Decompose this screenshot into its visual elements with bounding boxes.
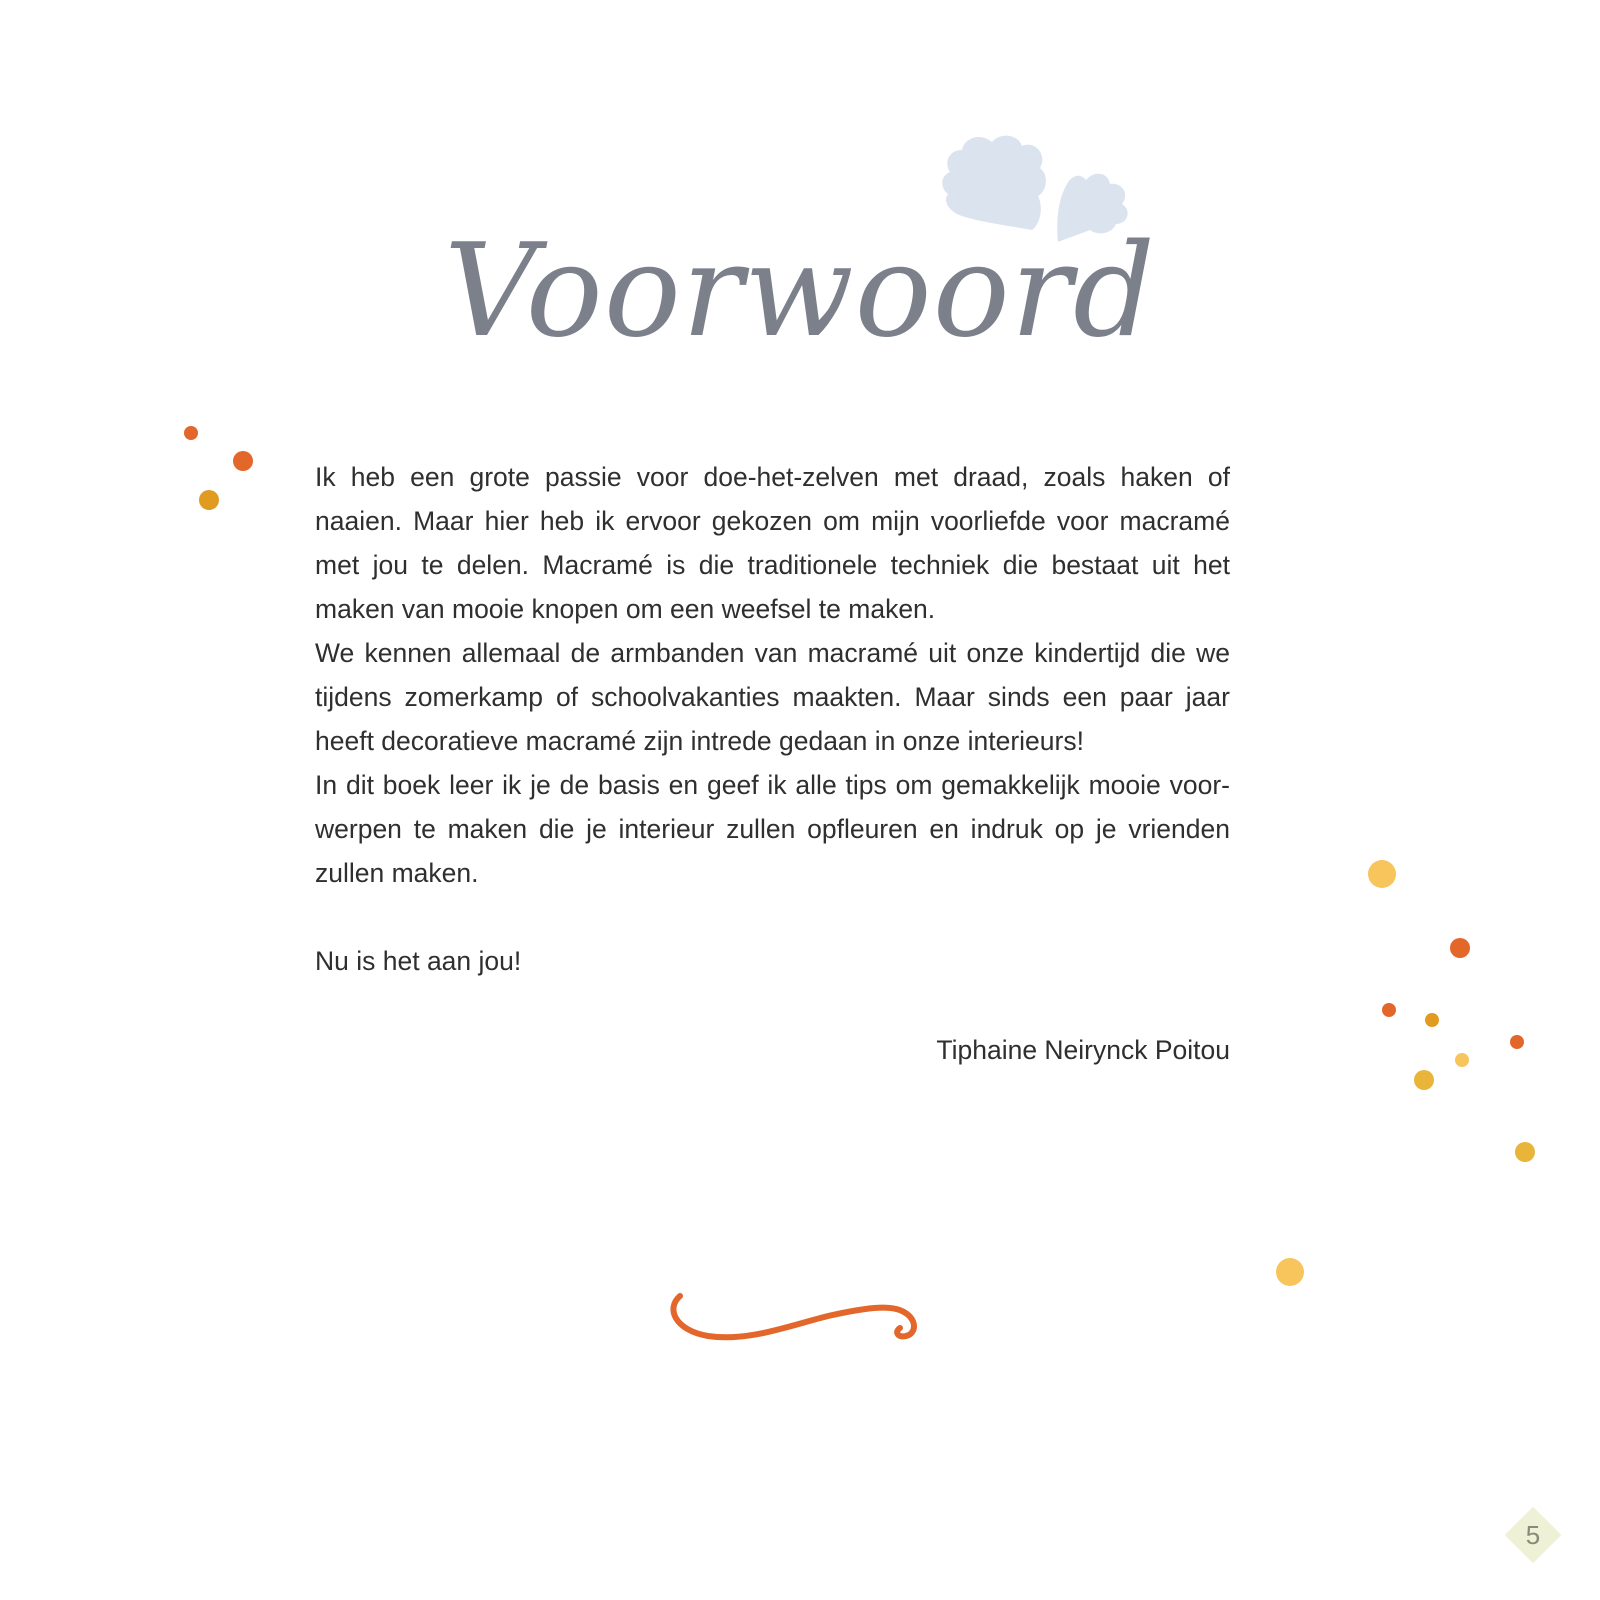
decor-dot xyxy=(1455,1053,1469,1067)
decor-dot xyxy=(1515,1142,1535,1162)
page-number-badge xyxy=(1505,1507,1561,1563)
decor-dot xyxy=(1425,1013,1439,1027)
decor-dot xyxy=(233,451,253,471)
body-text xyxy=(315,455,1230,983)
paragraph: In dit boek leer ik je de basis en geef ik alle tips om gemakkelijk mooie voor-werpen te maken die je interieur zullen opfleuren en indruk op je vrienden zullen maken. xyxy=(315,770,1230,888)
decor-dot xyxy=(1276,1258,1304,1286)
decor-dot xyxy=(1414,1070,1434,1090)
closing-line: Nu is het aan jou! xyxy=(315,946,522,976)
decor-dot xyxy=(1510,1035,1524,1049)
paragraph: We kennen allemaal de armbanden van macramé uit onze kindertijd die we tijdens zomerkamp of schoolvakanties maakten. Maar sinds een paar jaar heeft decoratieve macramé zijn intrede gedaan in onze interieurs! xyxy=(315,638,1230,756)
decor-dot xyxy=(199,490,219,510)
decor-dot xyxy=(1450,938,1470,958)
page-number: 5 xyxy=(1525,1520,1541,1550)
swash-ornament-icon xyxy=(668,1290,940,1360)
decor-dot xyxy=(1382,1003,1396,1017)
decor-dot xyxy=(1368,860,1396,888)
page-title: Voorwoord xyxy=(444,217,1156,366)
decor-dot xyxy=(184,426,198,440)
author-signature: Tiphaine Neirynck Poitou xyxy=(936,1035,1230,1065)
paragraph: Ik heb een grote passie voor doe-het-zelven met draad, zoals haken of naaien. Maar hier heb ik ervoor gekozen om mijn voorliefde voor macramé met jou te delen. Macramé is die traditionele techniek die bestaat uit het maken van mooie knopen om een weefsel te maken. xyxy=(315,462,1230,624)
